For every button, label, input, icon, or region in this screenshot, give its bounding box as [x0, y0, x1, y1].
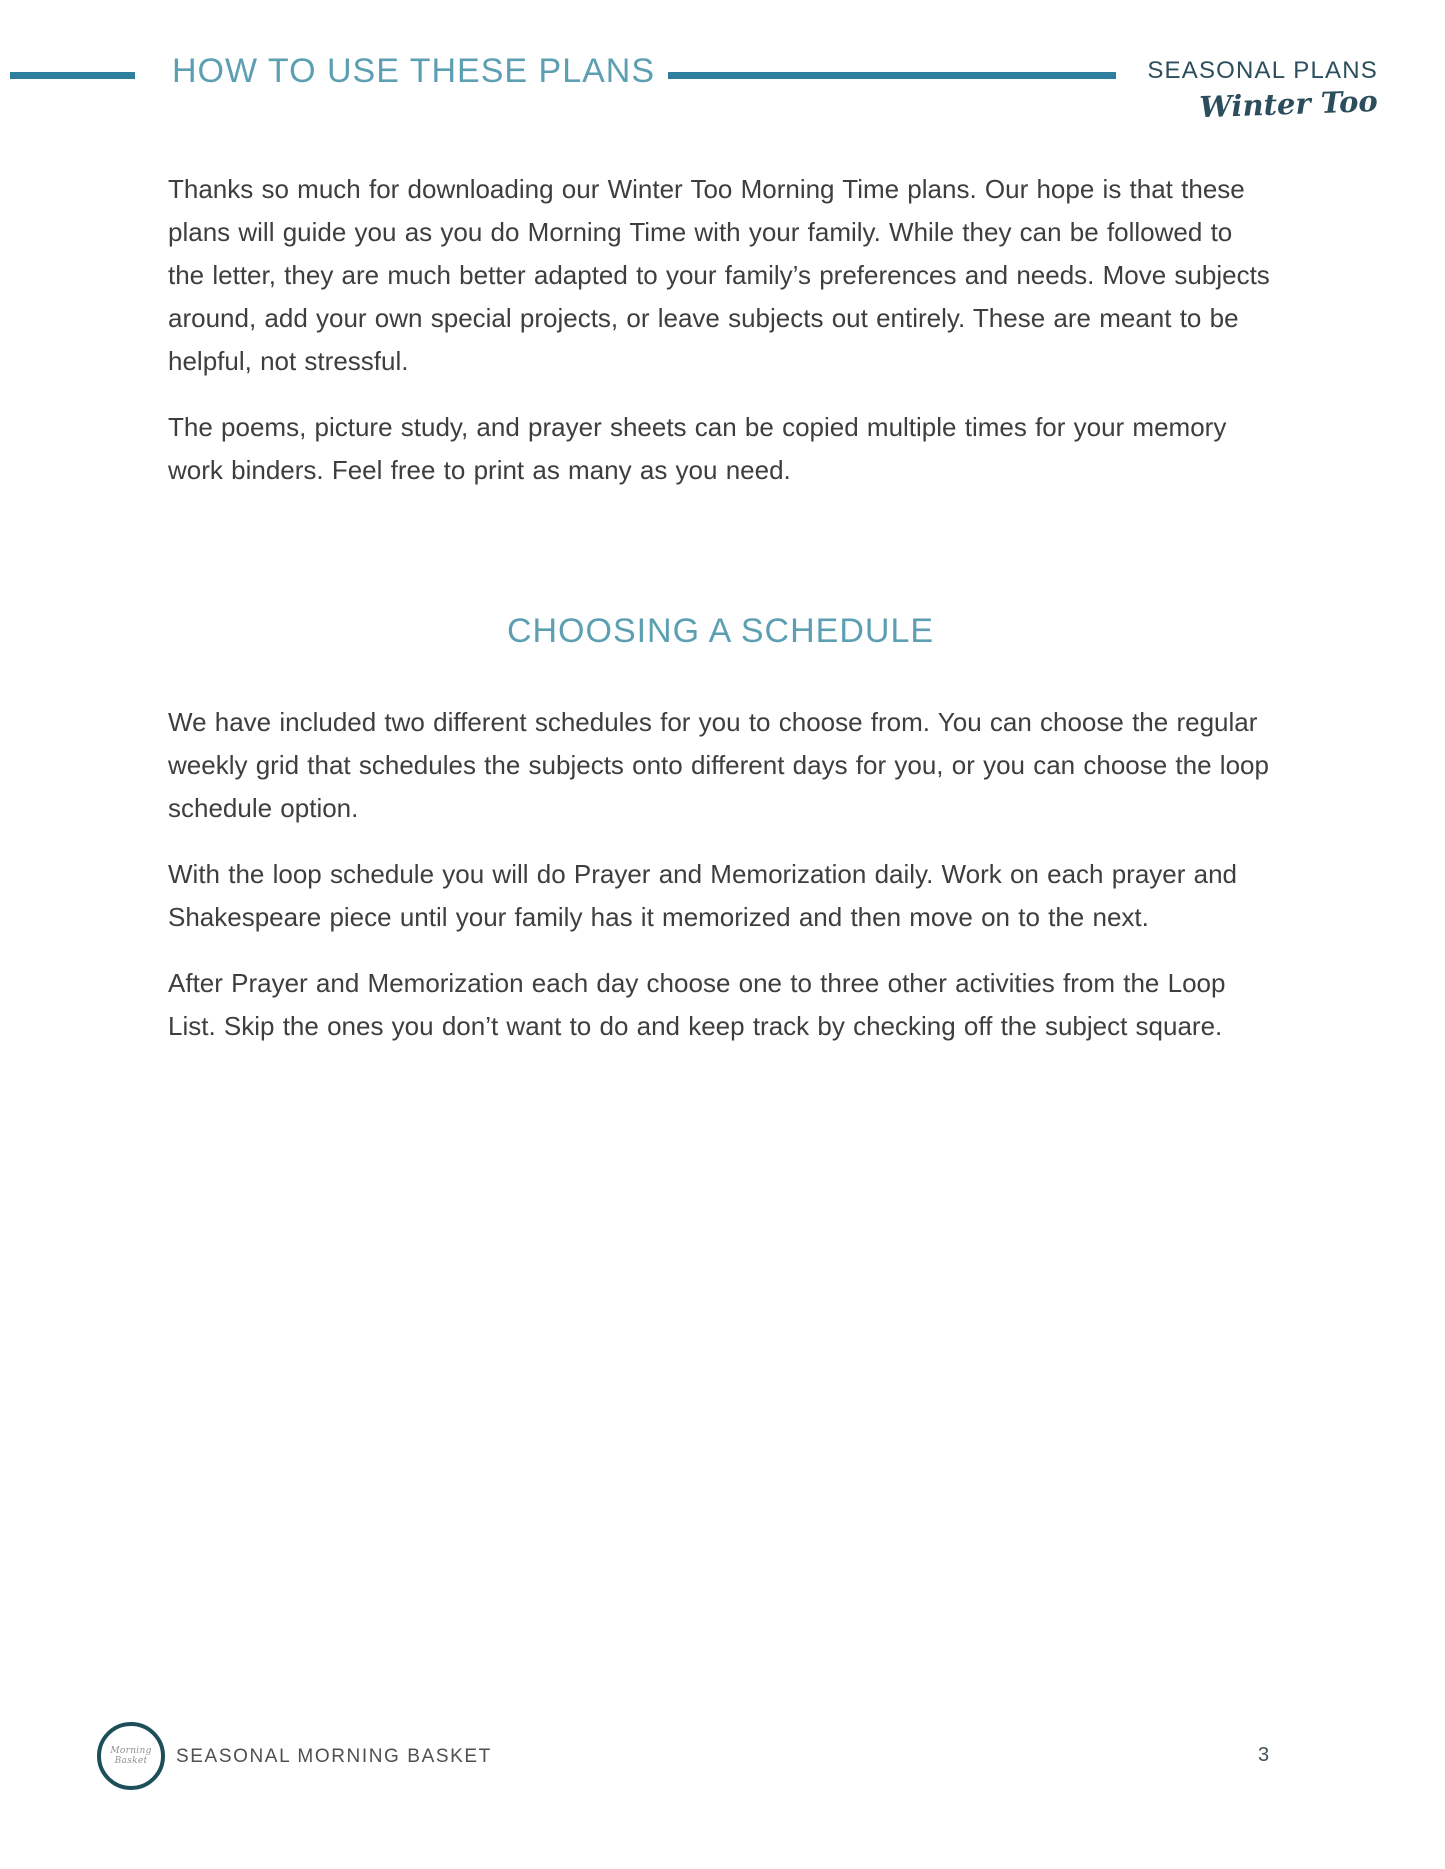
brand-block — [1147, 57, 1379, 125]
section-paragraph: We have included two different schedules for you to choose from. You can choose the regular weekly grid that schedules the subjects onto different days for you, or you can choose the loop schedule option. — [168, 707, 1269, 823]
intro-paragraph: The poems, picture study, and prayer sheets can be copied multiple times for your memory work binders. Feel free to print as many as you need. — [168, 412, 1227, 485]
intro-section — [168, 168, 1273, 515]
section-paragraph: After Prayer and Memorization each day choose one to three other activities from the Loop List. Skip the ones you don’t want to do and keep track by checking off the subject square. — [168, 968, 1226, 1041]
page-title: HOW TO USE THESE PLANS — [172, 52, 656, 90]
brand-edition-script: Winter Too — [1199, 84, 1379, 125]
section-paragraph: With the loop schedule you will do Prayer and Memorization daily. Work on each prayer and Shakespeare piece until your family has it memorized and then move on to the next. — [168, 859, 1238, 932]
intro-paragraph: Thanks so much for downloading our Winter Too Morning Time plans. Our hope is that these plans will guide you as you do Morning Time with your family. While they can be followed to the letter, they are much better adapted to your family’s preferences and needs. Move subjects around, add your own special projects, or leave subjects out entirely. These are meant to be helpful, not stressful. — [168, 174, 1270, 376]
logo-mark-text: Morning Basket — [110, 1745, 152, 1766]
morning-basket-logo-icon — [97, 1722, 165, 1790]
page-number: 3 — [1258, 1744, 1270, 1766]
header-rule-middle — [668, 72, 1116, 79]
header-rule-left — [10, 72, 135, 79]
section-heading: CHOOSING A SCHEDULE — [506, 612, 935, 650]
brand-name: SEASONAL PLANS — [1147, 57, 1378, 84]
schedule-section — [168, 701, 1273, 1071]
footer-brand-label: SEASONAL MORNING BASKET — [176, 1746, 492, 1767]
